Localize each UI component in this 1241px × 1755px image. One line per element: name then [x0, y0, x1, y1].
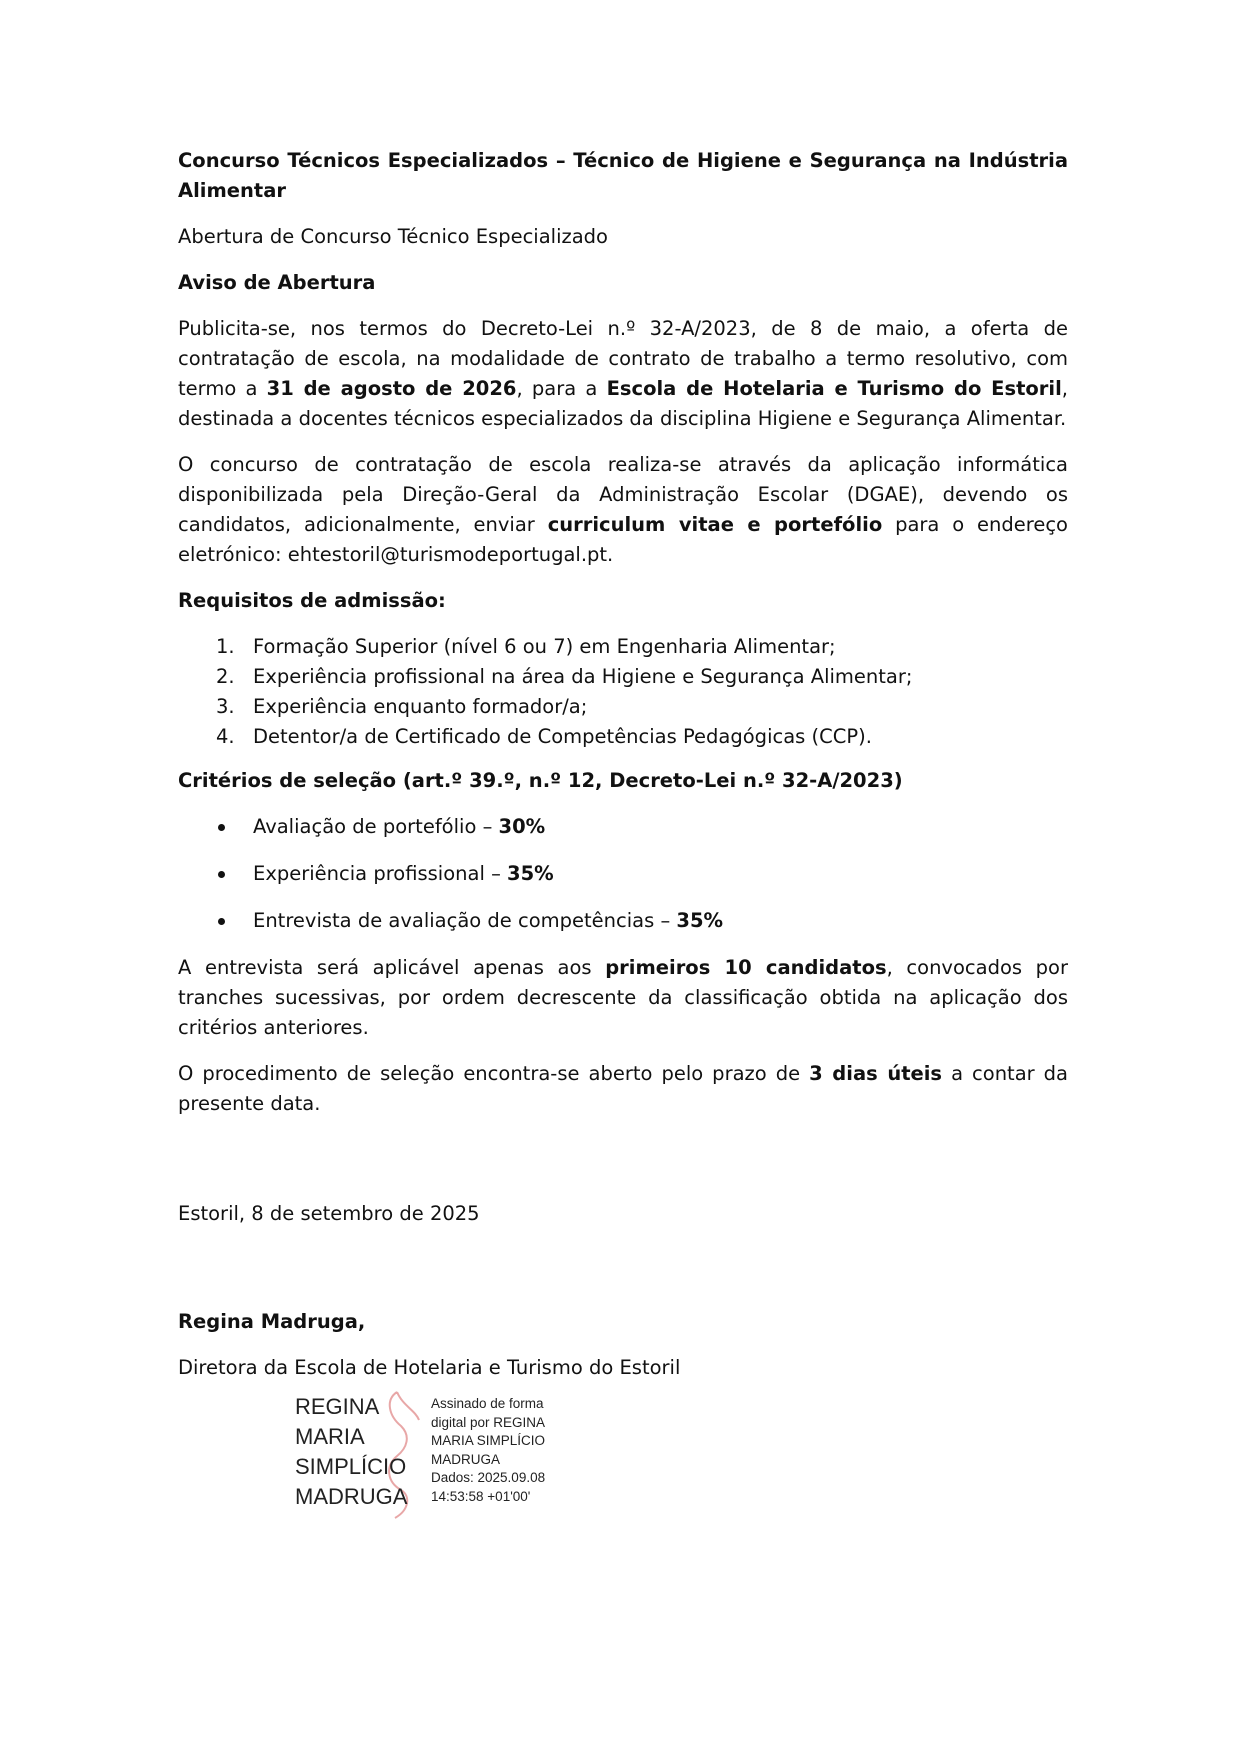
notice-heading: Aviso de Abertura: [178, 271, 376, 294]
paragraph-text: Publicita-se, nos termos do Decreto-Lei n.º 32-A/2023, de 8 de maio, a oferta de contratação de escola, na modalidade de contrato de trabalho a termo resolutivo, com termo a: [178, 317, 1068, 400]
bullet-icon: [218, 871, 225, 878]
signer-role: Diretora da Escola de Hotelaria e Turismo do Estoril: [178, 1356, 681, 1379]
contract-end-date: 31 de agosto de 2026: [266, 377, 517, 400]
signature-name-line: SIMPLÍCIO: [295, 1454, 407, 1479]
criterion-text: Entrevista de avaliação de competências –: [253, 909, 677, 932]
paragraph-application: [178, 450, 1068, 570]
list-item: [178, 722, 1068, 752]
list-item-text: Experiência enquanto formador/a;: [253, 695, 588, 718]
signature-detail-line: digital por REGINA: [431, 1414, 546, 1430]
list-item-text: Formação Superior (nível 6 ou 7) em Engenharia Alimentar;: [253, 635, 836, 658]
signature-name-line: REGINA: [295, 1394, 380, 1419]
required-documents: curriculum vitae e portefólio: [547, 513, 883, 536]
school-name: Escola de Hotelaria e Turismo do Estoril: [606, 377, 1062, 400]
list-item: [178, 859, 1068, 889]
list-number: 2.: [216, 665, 235, 688]
list-number: 1.: [216, 635, 235, 658]
bullet-icon: [218, 824, 225, 831]
document-title: Concurso Técnicos Especializados – Técnico de Higiene e Segurança na Indústria Alimentar: [178, 149, 1068, 202]
signer-name: Regina Madruga,: [178, 1310, 366, 1333]
signature-detail-line: MADRUGA: [431, 1451, 501, 1467]
spacer: [178, 1135, 1068, 1199]
list-number: 4.: [216, 725, 235, 748]
document-page: [178, 146, 1068, 1399]
paragraph-text: , destinada a docentes técnicos especializados da disciplina Higiene e Segurança Alimentar.: [178, 377, 1068, 430]
paragraph-text: , convocados por tranches sucessivas, por ordem decrescente da classificação obtida na aplicação dos critérios anteriores.: [178, 956, 1069, 1039]
signature-detail-line: Dados: 2025.09.08: [431, 1470, 546, 1485]
paragraph-text: O concurso de contratação de escola realiza-se através da aplicação informática disponibilizada pela Direção-Geral da Administração Escolar (DGAE), devendo os candidatos, adicionalmente, enviar: [178, 453, 1068, 536]
criterion-text: Experiência profissional –: [253, 862, 508, 885]
list-item: [178, 632, 1068, 662]
requirements-list: [178, 632, 1068, 752]
paragraph-text: , para a: [516, 377, 607, 400]
criterion-text: Avaliação de portefólio –: [253, 815, 499, 838]
paragraph-deadline: [178, 1059, 1068, 1119]
criterion-weight: 30%: [498, 815, 546, 838]
signature-name-line: MADRUGA: [295, 1484, 408, 1509]
criteria-list: [178, 812, 1068, 936]
requirements-heading: Requisitos de admissão:: [178, 589, 446, 612]
spacer: [178, 1245, 1068, 1307]
paragraph-text: A entrevista será aplicável apenas aos: [178, 956, 606, 979]
paragraph-text: O procedimento de seleção encontra-se aberto pelo prazo de: [178, 1062, 810, 1085]
list-number: 3.: [216, 695, 235, 718]
signature-detail-line: MARIA SIMPLÍCIO: [431, 1433, 546, 1448]
signature-details: [431, 1395, 545, 1506]
list-item: [178, 662, 1068, 692]
paragraph-publication: [178, 314, 1068, 434]
place-date: Estoril, 8 de setembro de 2025: [178, 1202, 480, 1225]
signature-detail-line: Assinado de forma: [431, 1396, 544, 1411]
signature-name-block: [295, 1392, 407, 1512]
list-item-text: Detentor/a de Certificado de Competências Pedagógicas (CCP).: [253, 725, 872, 748]
signature-detail-line: 14:53:58 +01'00': [431, 1488, 531, 1504]
paragraph-text: a contar da presente data.: [178, 1062, 1069, 1115]
criteria-heading: Critérios de seleção (art.º 39.º, n.º 12, Decreto-Lei n.º 32-A/2023): [178, 769, 903, 792]
list-item: [178, 906, 1068, 936]
paragraph-text: para o endereço eletrónico: ehtestoril@turismodeportugal.pt.: [178, 513, 1068, 566]
list-item: [178, 692, 1068, 722]
document-subtitle: Abertura de Concurso Técnico Especializado: [178, 225, 608, 248]
bullet-icon: [218, 918, 225, 925]
paragraph-interview: [178, 953, 1068, 1043]
deadline: 3 dias úteis: [809, 1062, 943, 1085]
list-item-text: Experiência profissional na área da Higiene e Segurança Alimentar;: [253, 665, 913, 688]
list-item: [178, 812, 1068, 842]
candidate-limit: primeiros 10 candidatos: [605, 956, 887, 979]
digital-signature: [295, 1392, 595, 1522]
criterion-weight: 35%: [507, 862, 554, 885]
criterion-weight: 35%: [676, 909, 724, 932]
signature-name-line: MARIA: [295, 1424, 365, 1449]
